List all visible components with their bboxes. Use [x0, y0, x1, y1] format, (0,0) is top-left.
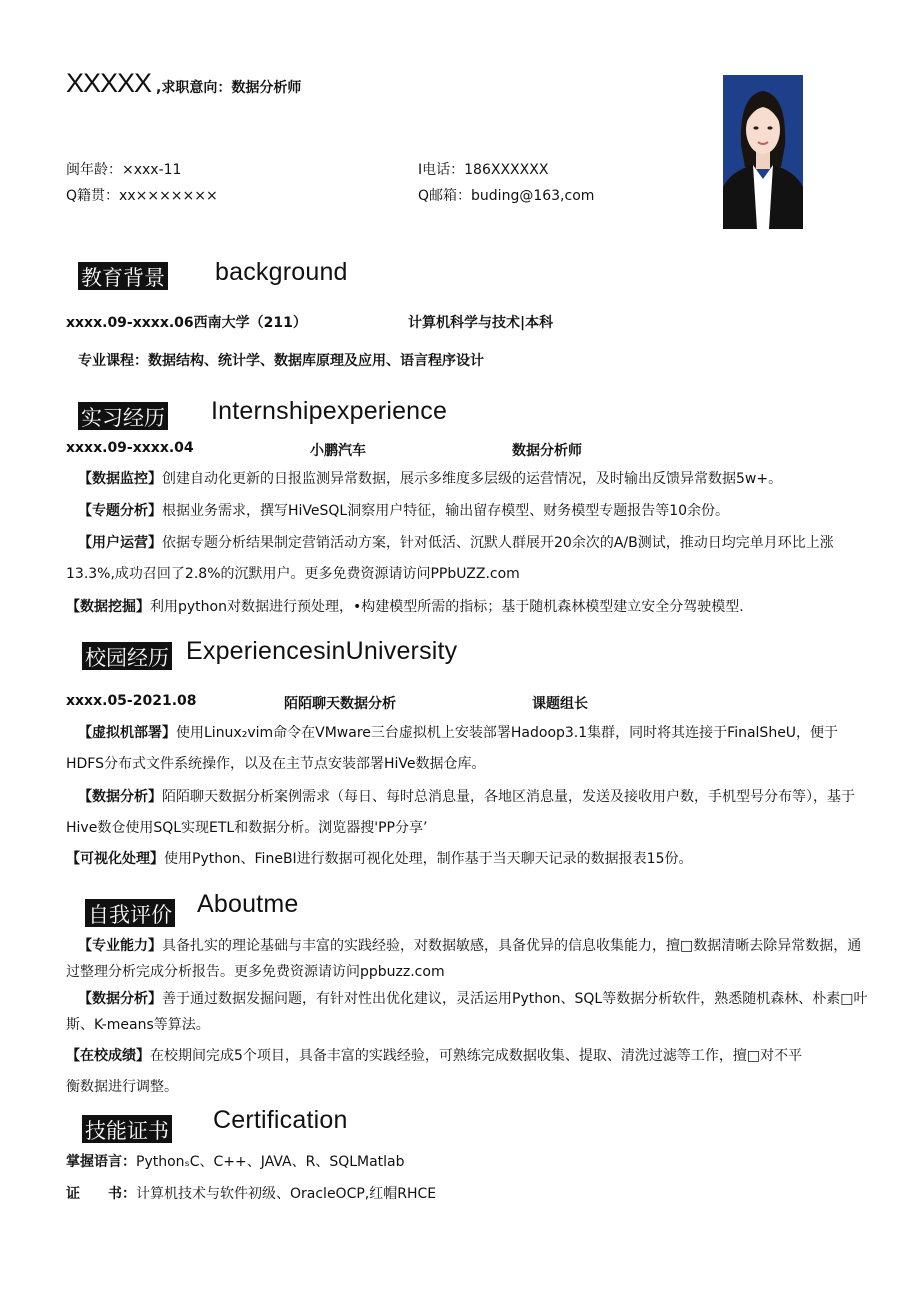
item-text: 依据专题分析结果制定营销活动方案，针对低活、沉默人群展开20余次的A/B测试，推动日均完单月环比上涨13.3%,成功召回了2.8%的沉默用户。更多免费资源请访问PPbUZZ.com — [66, 535, 834, 582]
item-text: 使用Linux₂vim命令在VMware三台虚拟机上安装部署Hadoop3.1集群，同时将其连接于FinalSheU，便于HDFS分布式文件系统操作，以及在主节点安装部署HiVe数据仓库。 — [66, 725, 839, 772]
item-tag: 【数据监控】 — [78, 471, 162, 487]
section-label-about: 自我评价 — [85, 899, 175, 927]
campus-item — [66, 718, 872, 780]
section-label-campus: 校园经历 — [82, 642, 172, 670]
item-tag: 【数据分析】 — [78, 991, 162, 1007]
item-text: 善于通过数据发掘问题，有针对性出优化建议，灵活运用Python、SQL等数据分析软件，熟悉随机森林、朴素□叶斯、K-means等算法。 — [66, 991, 868, 1033]
item-text: 在校期间完成5个项目，具备丰富的实践经验，可熟练完成数据收集、提取、清洗过滤等工作，擅□对不平衡数据进行调整。 — [66, 1048, 803, 1095]
age-value: ×xxx-11 — [122, 162, 182, 178]
section-title-en-skills: Certification — [213, 1106, 348, 1134]
about-item — [66, 933, 872, 985]
item-text: 陌陌聊天数据分析案例需求（每日、每时总消息量，各地区消息量，发送及接收用户数，手机型号分布等），基于Hive数仓使用SQL实现ETL和数据分析。浏览器搜'PP分享’ — [66, 789, 855, 836]
education-period-school: xxxx.09-xxxx.06西南大学（211） — [66, 315, 307, 331]
item-tag: 【专题分析】 — [78, 503, 162, 519]
item-tag: 【用户运营】 — [78, 535, 162, 551]
item-tag: 【数据分析】 — [78, 789, 162, 805]
item-text: 利用python对数据进行预处理，•构建模型所需的指标；基于随机森林模型建立安全分驾驶模型. — [150, 599, 744, 615]
campus-role: 课题组长 — [532, 696, 588, 712]
internship-item — [66, 528, 878, 590]
education-courses: 专业课程：数据结构、统计学、数据库原理及应用、语言程序设计 — [78, 353, 484, 369]
skills-cert-value: 计算机技术与软件初级、OracleOCP,红帽RHCE — [136, 1186, 437, 1202]
email-label: Q邮箱： — [418, 188, 472, 204]
origin-line — [66, 185, 218, 205]
internship-period: xxxx.09-xxxx.04 — [66, 440, 194, 456]
email-line — [418, 185, 594, 205]
phone-value: 186XXXXXX — [464, 162, 549, 178]
section-label-education: 教育背景 — [78, 262, 168, 290]
age-line — [66, 159, 181, 179]
age-label: 闽年龄： — [66, 162, 122, 178]
phone-label: I电话： — [418, 162, 465, 178]
internship-company: 小鹏汽车 — [310, 443, 366, 459]
section-title-en-internship: Internshipexperience — [211, 397, 448, 425]
campus-period: xxxx.05-2021.08 — [66, 693, 197, 709]
email-value: buding@163,com — [471, 188, 595, 204]
skills-language-line — [66, 1151, 405, 1171]
portrait-illustration — [723, 75, 803, 229]
profile-photo — [723, 75, 803, 229]
candidate-name: XXXXX — [66, 68, 152, 98]
skills-language-value: PythonₛC、C++、JAVA、R、SQLMatlab — [136, 1154, 405, 1170]
item-text: 根据业务需求，撰写HiVeSQL洞察用户特征，输出留存模型、财务模型专题报告等10余份。 — [162, 503, 730, 519]
section-label-internship: 实习经历 — [78, 402, 168, 430]
item-tag: 【虚拟机部署】 — [78, 725, 176, 741]
internship-item — [66, 592, 886, 623]
campus-item — [66, 782, 856, 844]
section-title-en-about: Aboutme — [197, 890, 299, 918]
section-title-en-education: background — [215, 258, 348, 286]
campus-item — [66, 844, 886, 875]
item-text: 使用Python、FineBI进行数据可视化处理，制作基于当天聊天记录的数据报表15份。 — [164, 851, 693, 867]
job-intent: ,求职意向：数据分析师 — [156, 80, 302, 96]
internship-item — [66, 496, 886, 527]
skills-cert-label: 证 书： — [66, 1186, 136, 1202]
skills-cert-line — [66, 1183, 436, 1203]
education-major: 计算机科学与技术|本科 — [408, 315, 554, 331]
skills-language-label: 掌握语言： — [66, 1154, 136, 1170]
origin-value: xx××××××× — [119, 188, 218, 204]
item-tag: 【在校成绩】 — [66, 1048, 150, 1064]
item-tag: 【专业能力】 — [78, 938, 162, 954]
item-tag: 【可视化处理】 — [66, 851, 164, 867]
about-item — [66, 1041, 804, 1103]
internship-item — [66, 464, 886, 495]
section-label-skills: 技能证书 — [82, 1115, 172, 1143]
origin-label: Q籍贯： — [66, 188, 120, 204]
item-tag: 【数据挖掘】 — [66, 599, 150, 615]
item-text: 创建自动化更新的日报监测异常数据，展示多维度多层级的运营情况，及时输出反馈异常数据5w+。 — [162, 471, 783, 487]
phone-line — [418, 159, 548, 179]
about-item — [66, 986, 872, 1038]
campus-project: 陌陌聊天数据分析 — [284, 696, 396, 712]
section-title-en-campus: ExperiencesinUniversity — [186, 637, 458, 665]
item-text: 具备扎实的理论基础与丰富的实践经验，对数据敏感，具备优异的信息收集能力，擅□数据清晰去除异常数据，通过整理分析完成分析报告。更多免费资源请访问ppbuzz.com — [66, 938, 862, 980]
internship-role: 数据分析师 — [512, 443, 582, 459]
